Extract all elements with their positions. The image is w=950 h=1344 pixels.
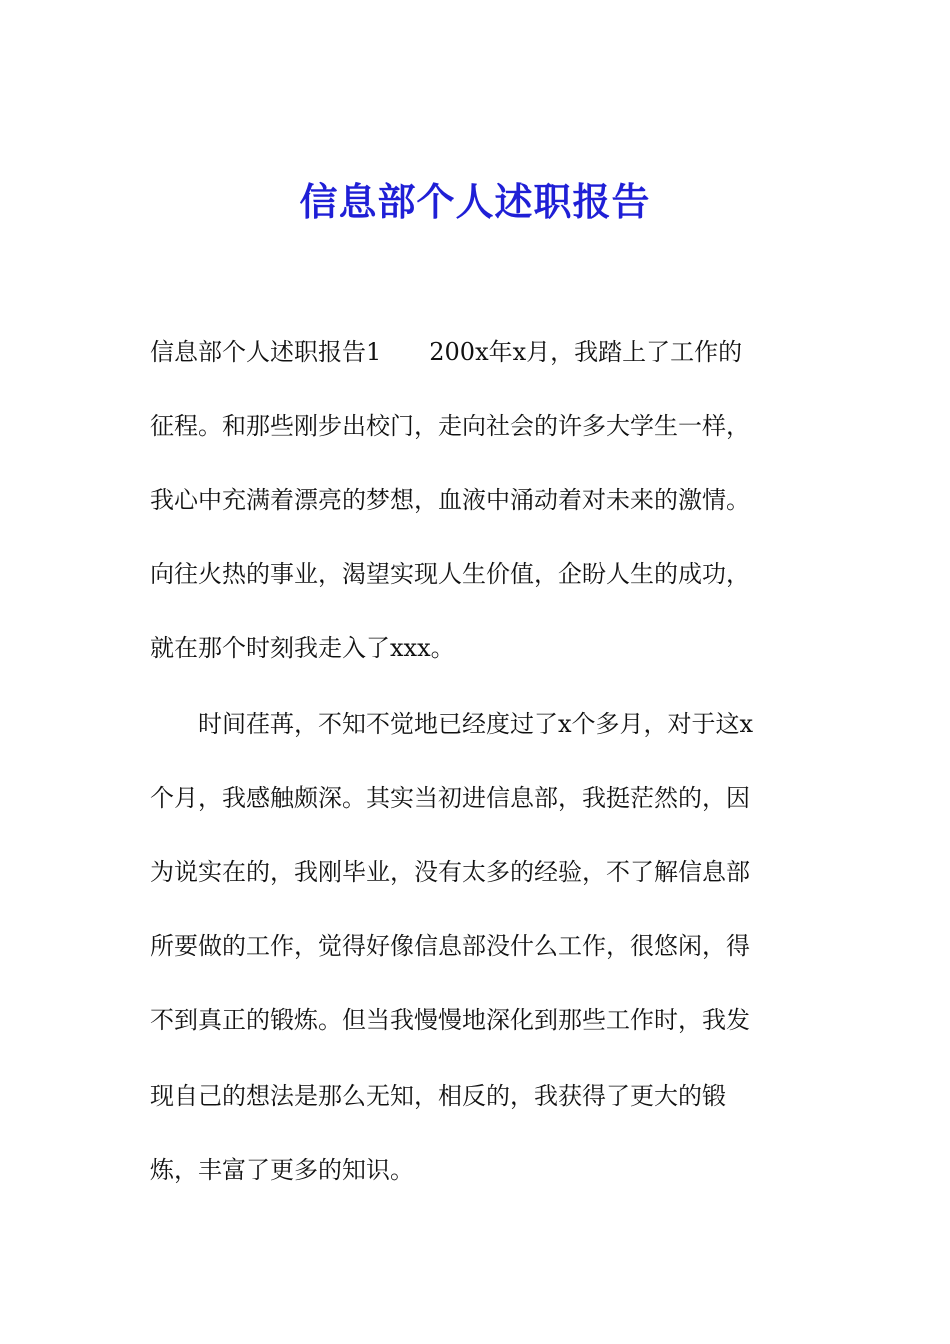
text-line: 所要做的工作，觉得好像信息部没什么工作，很悠闲，得 xyxy=(150,932,750,960)
text-line: 我心中充满着漂亮的梦想，血液中涌动着对未来的激情。 xyxy=(150,486,750,514)
text-line: 炼，丰富了更多的知识。 xyxy=(150,1156,414,1184)
document-title: 信息部个人述职报告 xyxy=(299,179,651,224)
text-line: 为说实在的，我刚毕业，没有太多的经验，不了解信息部 xyxy=(150,858,750,886)
text-line: 不到真正的锻炼。但当我慢慢地深化到那些工作时，我发 xyxy=(150,1006,750,1034)
text-line: 就在那个时刻我走入了xxx。 xyxy=(150,634,455,662)
text-line: 现自己的想法是那么无知，相反的，我获得了更大的锻 xyxy=(150,1082,726,1110)
text-line: 向往火热的事业，渴望实现人生价值，企盼人生的成功， xyxy=(150,560,750,588)
text-line: 信息部个人述职报告1 200x年x月，我踏上了工作的 xyxy=(150,338,743,366)
text-line: 个月，我感触颇深。其实当初进信息部，我挺茫然的，因 xyxy=(150,784,750,812)
text-line: 征程。和那些刚步出校门，走向社会的许多大学生一样， xyxy=(150,412,750,440)
text-line: 时间荏苒，不知不觉地已经度过了x个多月，对于这x xyxy=(150,710,754,738)
